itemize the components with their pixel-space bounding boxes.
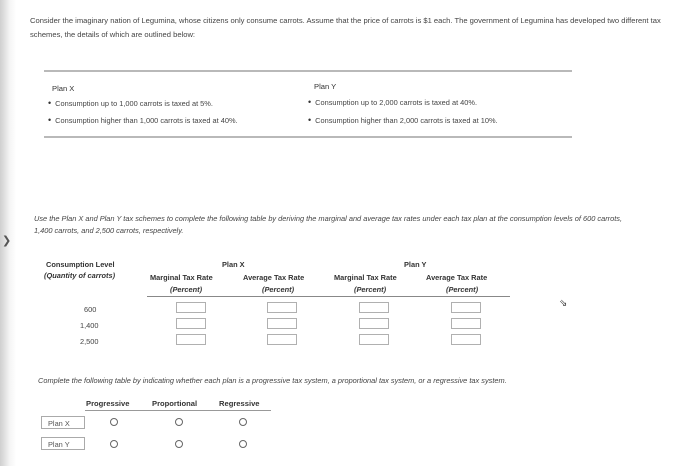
- plan-y-item: • Consumption up to 2,000 carrots is taxed at 40%.: [308, 97, 478, 107]
- plan-y-marginal-2500-input[interactable]: [359, 334, 389, 345]
- plan-x-marginal-2500-input[interactable]: [176, 334, 206, 345]
- plan-x-average-unit: (Percent): [262, 285, 295, 294]
- plan-y-average-2500-input[interactable]: [451, 334, 481, 345]
- plan-y-marginal-unit: (Percent): [354, 285, 387, 294]
- plan-y-proportional-radio[interactable]: [175, 440, 183, 448]
- plan-x-average-2500-input[interactable]: [267, 334, 297, 345]
- divider: [44, 70, 572, 72]
- plan-x-item: • Consumption up to 1,000 carrots is taxed at 5%.: [48, 98, 213, 108]
- left-panel-edge: [0, 0, 16, 466]
- plan-x-proportional-radio[interactable]: [175, 418, 183, 426]
- plan-x-marginal-1400-input[interactable]: [176, 318, 206, 329]
- row-label-cell: [41, 416, 85, 429]
- plan-y-group-header: Plan Y: [404, 260, 427, 269]
- row-label-plan-x: Plan X: [48, 419, 70, 428]
- plan-x-progressive-radio[interactable]: [110, 418, 118, 426]
- table1-header-rule: [147, 296, 510, 297]
- plan-y-average-unit: (Percent): [446, 285, 479, 294]
- col-progressive-header: Progressive: [86, 399, 130, 408]
- col-regressive-header: Regressive: [219, 399, 260, 408]
- table1-instructions: Use the Plan X and Plan Y tax schemes to complete the following table by deriving the marginal and average tax rates under each tax plan at the consumption levels of 600 carrots, 1,400 carrots, and 2,500 carrots, respectively.: [34, 214, 623, 235]
- plan-x-average-header: Average Tax Rate: [243, 273, 305, 282]
- plan-x-marginal-header: Marginal Tax Rate: [150, 273, 213, 282]
- mouse-cursor-icon: ⇘: [559, 298, 568, 309]
- col-consumption-header: Consumption Level: [46, 260, 115, 269]
- table2-header-rule: [85, 410, 271, 411]
- col-consumption-subheader: (Quantity of carrots): [44, 271, 116, 280]
- row-label-1400: 1,400: [80, 321, 99, 330]
- plan-x-title: Plan X: [52, 84, 75, 93]
- plan-y-item: • Consumption higher than 2,000 carrots is taxed at 10%.: [308, 115, 498, 125]
- plan-y-marginal-header: Marginal Tax Rate: [334, 273, 397, 282]
- plan-x-regressive-radio[interactable]: [239, 418, 247, 426]
- row-label-plan-y: Plan Y: [48, 440, 70, 449]
- col-proportional-header: Proportional: [152, 399, 198, 408]
- row-label-2500: 2,500: [80, 337, 99, 346]
- intro-text: Consider the imaginary nation of Legumina, whose citizens only consume carrots. Assume that the price of carrots is $1 each. The government of Legumina has developed two different tax schemes, the details of which are outlined below:: [30, 16, 661, 39]
- row-label-600: 600: [84, 305, 97, 314]
- plan-x-marginal-600-input[interactable]: [176, 302, 206, 313]
- plan-x-group-header: Plan X: [222, 260, 245, 269]
- plan-y-progressive-radio[interactable]: [110, 440, 118, 448]
- plan-y-marginal-600-input[interactable]: [359, 302, 389, 313]
- plan-y-average-600-input[interactable]: [451, 302, 481, 313]
- divider: [44, 136, 572, 138]
- table2-instructions: Complete the following table by indicating whether each plan is a progressive tax system, a proportional tax system, or a regressive tax system.: [38, 376, 507, 385]
- row-label-cell: [41, 437, 85, 450]
- plan-y-marginal-1400-input[interactable]: [359, 318, 389, 329]
- plan-y-title: Plan Y: [314, 82, 337, 91]
- chevron-right-icon[interactable]: ❯: [2, 235, 12, 247]
- plan-y-regressive-radio[interactable]: [239, 440, 247, 448]
- plan-x-average-1400-input[interactable]: [267, 318, 297, 329]
- plan-x-marginal-unit: (Percent): [170, 285, 203, 294]
- plan-y-average-header: Average Tax Rate: [426, 273, 488, 282]
- plan-y-average-1400-input[interactable]: [451, 318, 481, 329]
- plan-x-item: • Consumption higher than 1,000 carrots is taxed at 40%.: [48, 115, 238, 125]
- plan-x-average-600-input[interactable]: [267, 302, 297, 313]
